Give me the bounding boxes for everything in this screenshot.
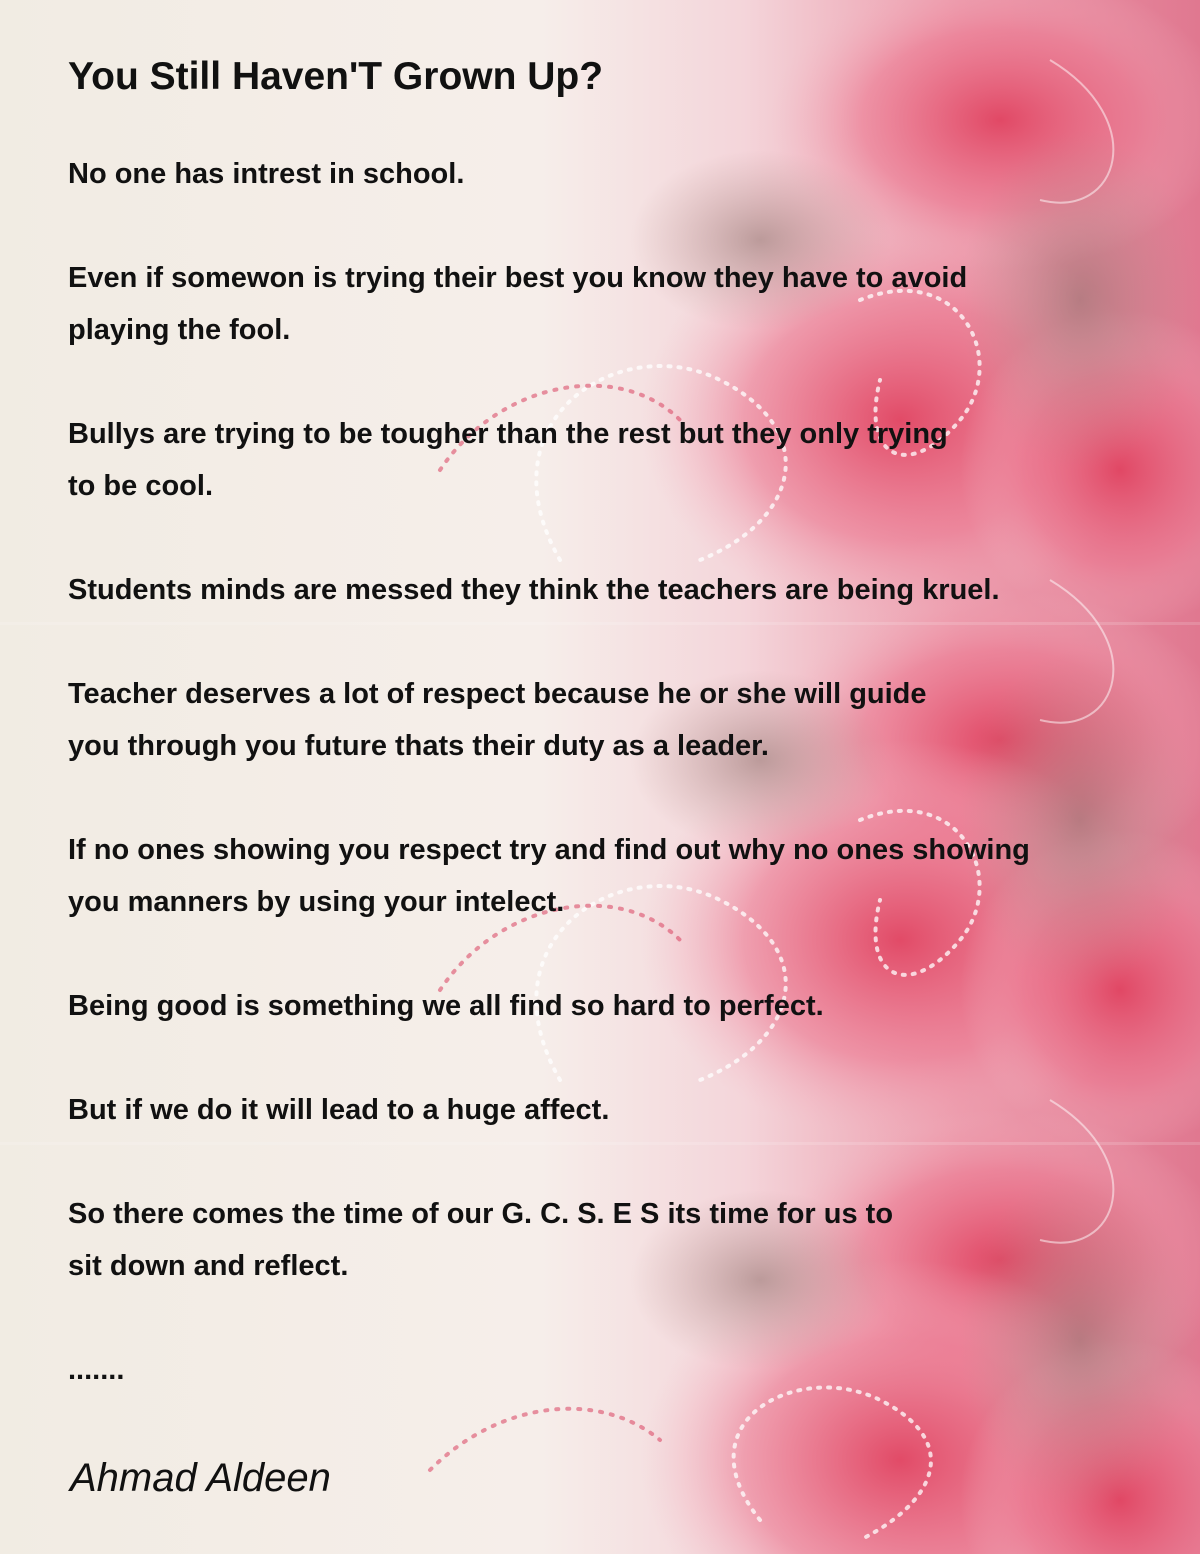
stanza-8 (68, 1084, 609, 1136)
poem-line: to be cool. (68, 470, 213, 502)
stanza-10 (68, 1344, 124, 1396)
stanza-2 (68, 252, 967, 356)
stanza-5 (68, 668, 927, 772)
poem-author: Ahmad Aldeen (70, 1456, 331, 1500)
poem-line: you manners by using your intelect. (68, 886, 565, 918)
stanza-9 (68, 1188, 893, 1292)
poem-line: Teacher deserves a lot of respect because he or she will guide (68, 678, 927, 710)
poem-line: So there comes the time of our G. C. S. E S its time for us to (68, 1198, 894, 1230)
poem-line: you through you future thats their duty as a leader. (68, 730, 769, 762)
poem-line: ....... (68, 1354, 125, 1386)
stanza-4 (68, 564, 1000, 616)
poem-line: If no ones showing you respect try and find out why no ones showing (68, 834, 1030, 866)
stanza-6 (68, 824, 1030, 928)
poem-line: No one has intrest in school. (68, 158, 465, 190)
poem-line: But if we do it will lead to a huge affect. (68, 1094, 610, 1126)
poem-line: Even if somewon is trying their best you know they have to avoid (68, 262, 968, 294)
poem-title: You Still Haven'T Grown Up? (68, 55, 604, 98)
stanza-1 (68, 148, 464, 200)
poem-line: Being good is something we all find so hard to perfect. (68, 990, 824, 1022)
poem-line: Students minds are messed they think the teachers are being kruel. (68, 574, 1000, 606)
stanza-3 (68, 408, 948, 512)
stanza-7 (68, 980, 824, 1032)
poem-line: Bullys are trying to be tougher than the rest but they only trying (68, 418, 948, 450)
poem-line: sit down and reflect. (68, 1250, 349, 1282)
poem-line: playing the fool. (68, 314, 291, 346)
poem (68, 0, 1178, 1554)
